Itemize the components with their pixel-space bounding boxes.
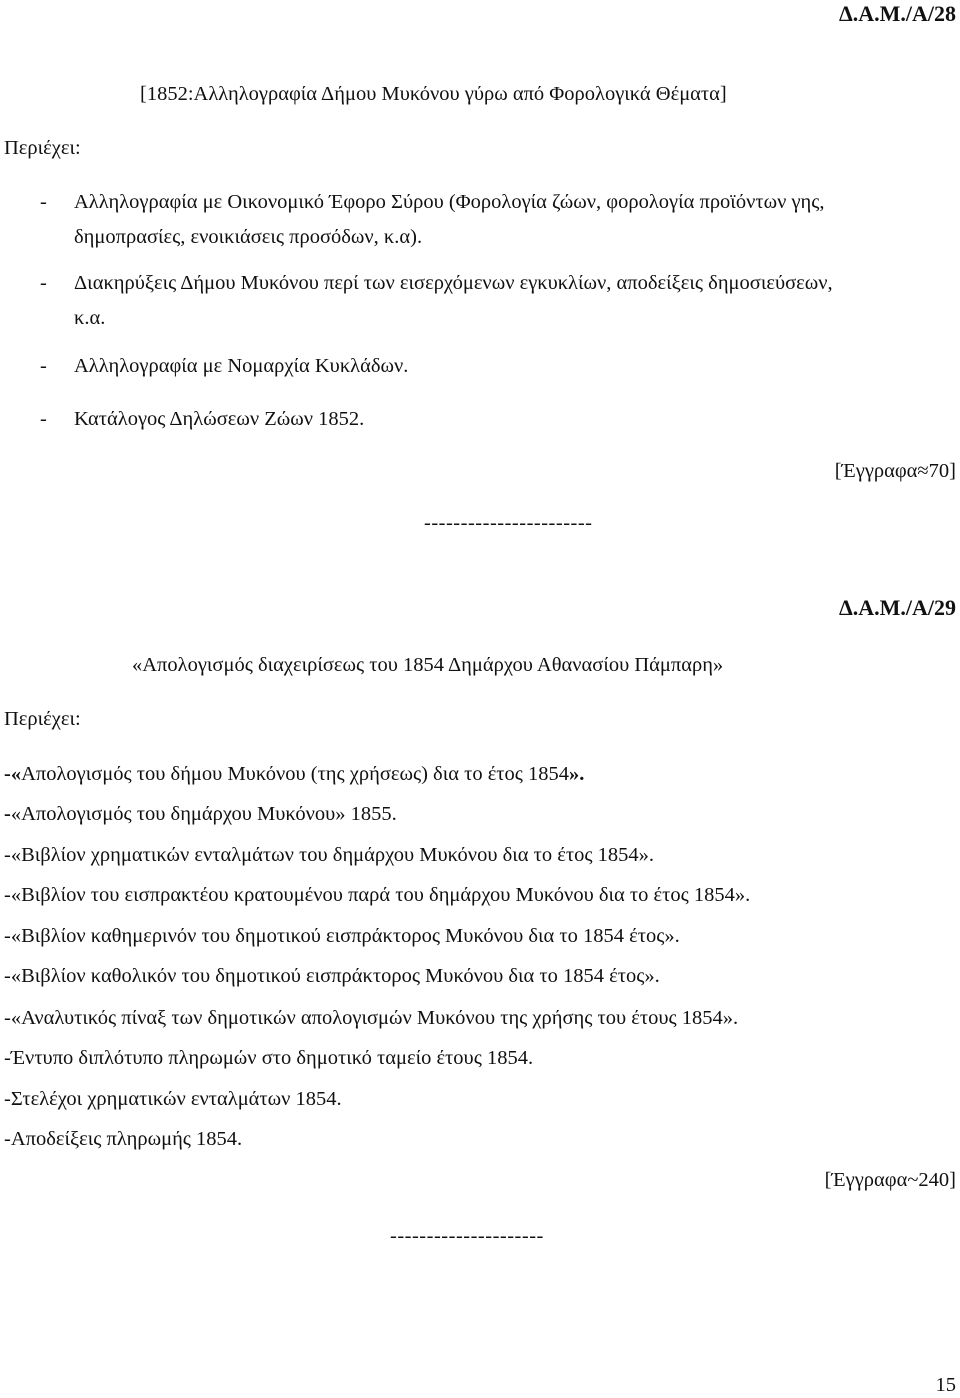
list-item bbox=[4, 926, 680, 947]
list-item-text: Στελέχοι χρηματικών ενταλμάτων 1854. bbox=[10, 1088, 342, 1110]
contains-label: Περιέχει: bbox=[4, 137, 81, 159]
list-dash: - bbox=[4, 884, 11, 906]
list-dash: - bbox=[4, 1007, 11, 1029]
list-item-suffix: » 1855. bbox=[335, 803, 397, 825]
list-dash: - bbox=[40, 355, 47, 377]
list-item-text: «Απολογισμός του δημάρχου Μυκόνου bbox=[10, 803, 336, 825]
list-item-text: Αλληλογραφία με Νομαρχία Κυκλάδων. bbox=[74, 355, 409, 377]
list-item-text: Διακηρύξεις Δήμου Μυκόνου περί των εισερχόμενων εγκυκλίων, αποδείξεις δημοσιεύσεων, bbox=[74, 272, 833, 294]
list-item bbox=[4, 764, 584, 785]
list-item-text: «Βιβλίον του εισπρακτέου κρατουμένου παρά του δημάρχου Μυκόνου δια το έτος 1854». bbox=[10, 884, 751, 906]
list-item bbox=[4, 845, 654, 866]
list-dash: - bbox=[40, 272, 47, 294]
list-dash: - bbox=[4, 1088, 11, 1110]
list-item-text: Αποδείξεις πληρωμής 1854. bbox=[10, 1128, 243, 1150]
document-count: [Έγγραφα~240] bbox=[824, 1169, 956, 1191]
list-dash: - bbox=[4, 803, 11, 825]
list-item-text: Αλληλογραφία με Οικονομικό Έφορο Σύρου (Φορολογία ζώων, φορολογία προϊόντων γης, bbox=[74, 191, 825, 213]
section-title: «Απολογισμός διαχειρίσεως του 1854 Δημάρχου Αθανασίου Πάμπαρη» bbox=[132, 654, 724, 676]
contains-label: Περιέχει: bbox=[4, 708, 81, 730]
list-item bbox=[4, 1129, 242, 1150]
list-item-text: κ.α. bbox=[74, 307, 106, 329]
list-item-text: «Βιβλίον καθημερινόν του δημοτικού εισπράκτορος Μυκόνου δια το 1854 έτος». bbox=[10, 925, 680, 947]
section-code: Δ.Α.Μ./Α/28 bbox=[838, 1, 956, 26]
list-dash: - bbox=[4, 965, 11, 987]
list-item-text: «Αναλυτικός πίναξ των δημοτικών απολογισμών Μυκόνου της χρήσης του έτους 1854». bbox=[10, 1007, 739, 1029]
list-item-suffix: ». bbox=[569, 763, 585, 785]
section-code: Δ.Α.Μ./Α/29 bbox=[838, 595, 956, 620]
section-title: [1852:Αλληλογραφία Δήμου Μυκόνου γύρω από Φορολογικά Θέματα] bbox=[140, 83, 727, 105]
list-dash: - bbox=[40, 408, 47, 430]
page-number: 15 bbox=[935, 1374, 956, 1396]
list-item-text: Απολογισμός του δήμου Μυκόνου (της χρήσεως) δια το έτος 1854 bbox=[21, 763, 570, 785]
list-dash: - bbox=[4, 1128, 11, 1150]
list-item bbox=[4, 1048, 533, 1069]
list-item bbox=[4, 1089, 342, 1110]
section-separator: --------------------- bbox=[390, 1225, 544, 1247]
list-item-text: «Βιβλίον καθολικόν του δημοτικού εισπράκτορος Μυκόνου δια το 1854 έτος». bbox=[10, 965, 660, 987]
list-item-text: Κατάλογος Δηλώσεων Ζώων 1852. bbox=[74, 408, 365, 430]
list-dash: - bbox=[40, 191, 47, 213]
list-item bbox=[4, 1008, 738, 1029]
list-item bbox=[4, 885, 750, 906]
list-item-text: «Βιβλίον χρηματικών ενταλμάτων του δημάρχου Μυκόνου δια το έτος 1854». bbox=[10, 844, 654, 866]
list-dash: - bbox=[4, 1047, 11, 1069]
list-item-text: δημοπρασίες, ενοικιάσεις προσόδων, κ.α). bbox=[74, 226, 423, 248]
section-separator: ----------------------- bbox=[424, 512, 593, 534]
list-item bbox=[4, 966, 660, 987]
list-item bbox=[4, 804, 397, 825]
document-count: [Έγγραφα≈70] bbox=[834, 460, 956, 482]
list-dash: - bbox=[4, 844, 11, 866]
list-dash: - bbox=[4, 925, 11, 947]
list-item-text: Έντυπο διπλότυπο πληρωμών στο δημοτικό ταμείο έτους 1854. bbox=[10, 1047, 534, 1069]
list-dash: -« bbox=[4, 763, 22, 785]
